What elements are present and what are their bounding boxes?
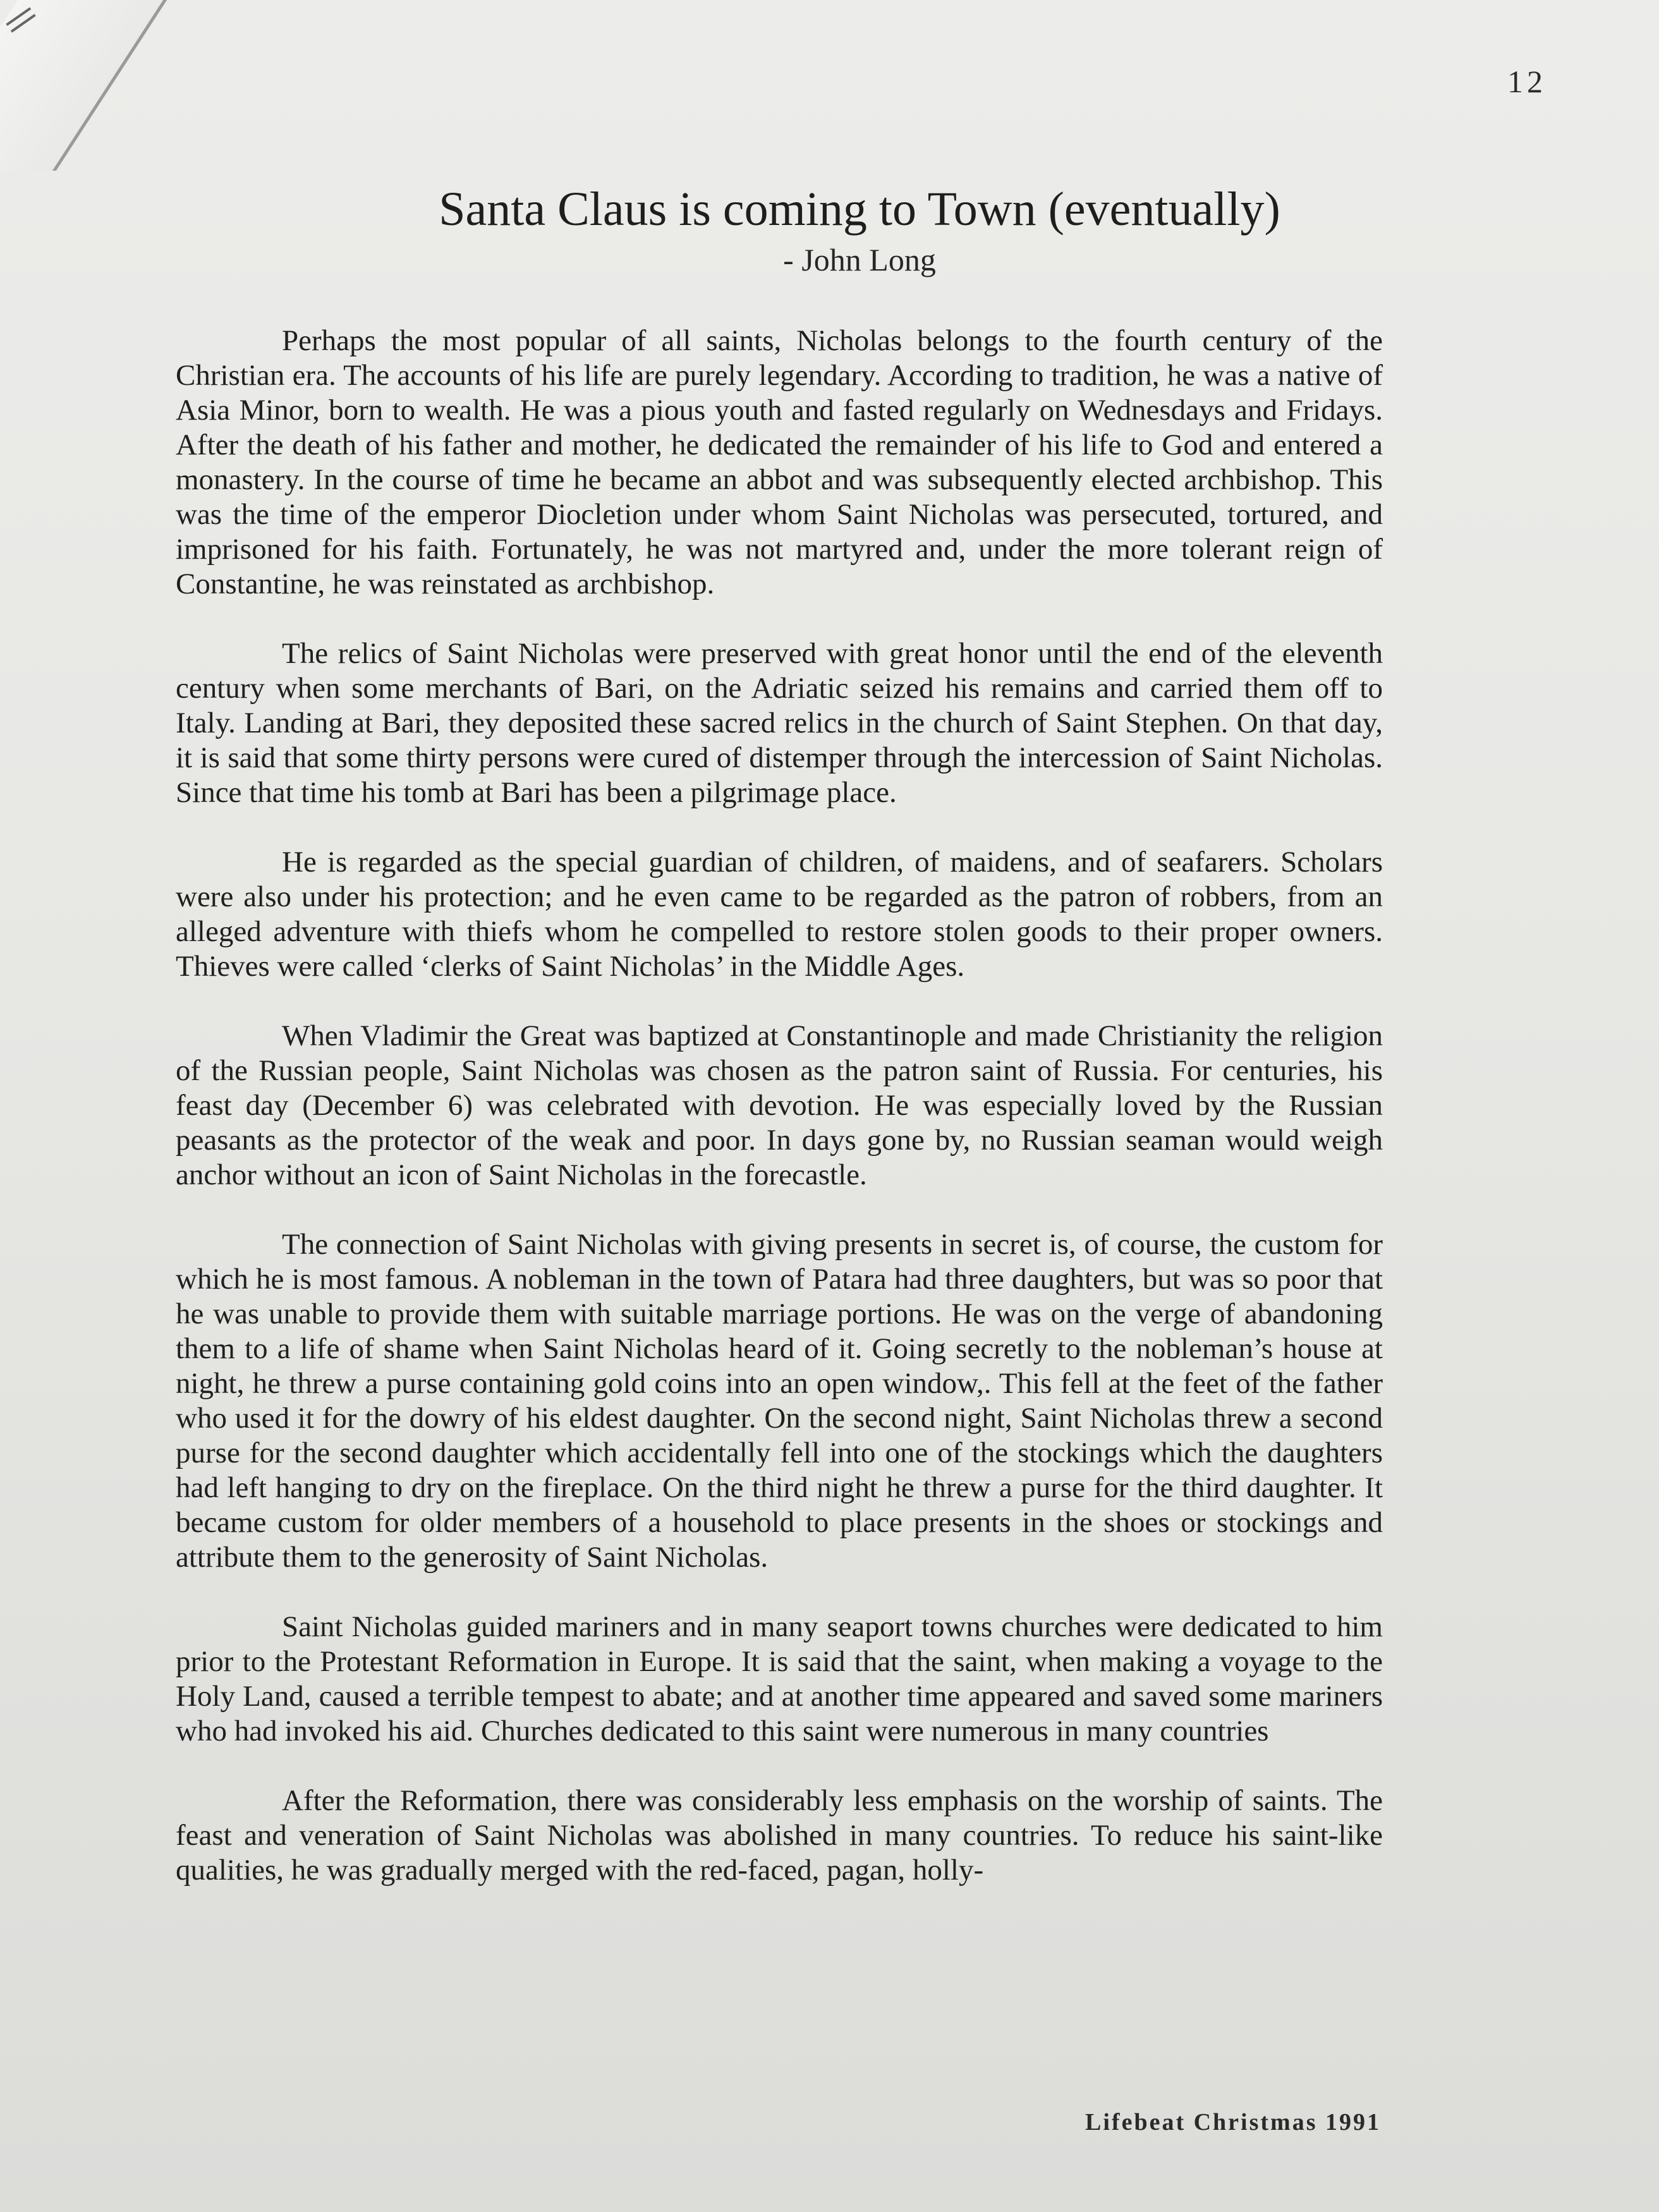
paragraph-1: Perhaps the most popular of all saints, Nicholas belongs to the fourth century of the Christian era. The accounts of his life are purely legendary. According to tradition, he was a native of Asia Minor, born to wealth. He was a pious youth and fasted regularly on Wednesdays and Fridays. After the death of his father and mother, he dedicated the remainder of his life to God and entered a monastery. In the course of time he became an abbot and was subsequently elected archbishop. This was the time of the emperor Diocletion under whom Saint Nicholas was persecuted, tortured, and imprisoned for his faith. Fortunately, he was not martyred and, under the more tolerant reign of Constantine, he was reinstated as archbishop.	[176, 324, 1383, 600]
paragraph-5: The connection of Saint Nicholas with giving presents in secret is, of course, the custom for which he is most famous. A nobleman in the town of Patara had three daughters, but was so poor that he was unable to provide them with suitable marriage portions. He was on the verge of abandoning them to a life of shame when Saint Nicholas heard of it. Going secretly to the nobleman’s house at night, he threw a purse containing gold coins into an open window,. This fell at the feet of the father who used it for the dowry of his eldest daughter. On the second night, Saint Nicholas threw a second purse for the second daughter which accidentally fell into one of the stockings which the daughters had left hanging to dry on the fireplace. On the third night he threw a purse for the third daughter. It became custom for older members of a household to place presents in the shoes or stockings and attribute them to the generosity of Saint Nicholas.	[176, 1228, 1383, 1574]
paragraph-6: Saint Nicholas guided mariners and in many seaport towns churches were dedicated to him prior to the Protestant Reformation in Europe. It is said that the saint, when making a voyage to the Holy Land, caused a terrible tempest to abate; and at another time appeared and saved some mariners who had invoked his aid. Churches dedicated to this saint were numerous in many countries	[176, 1610, 1383, 1747]
article-title: Santa Claus is coming to Town (eventually)	[439, 183, 1280, 236]
article-body	[176, 324, 1383, 1923]
publication-footer: Lifebeat Christmas 1991	[1085, 2109, 1381, 2136]
paragraph-4: When Vladimir the Great was baptized at Constantinople and made Christianity the religion of the Russian people, Saint Nicholas was chosen as the patron saint of Russia. For centuries, his feast day (December 6) was celebrated with devotion. He was especially loved by the Russian peasants as the protector of the weak and poor. In days gone by, no Russian seaman would weigh anchor without an icon of Saint Nicholas in the forecastle.	[176, 1019, 1383, 1191]
paragraph-7: After the Reformation, there was considerably less emphasis on the worship of saints. The feast and veneration of Saint Nicholas was abolished in many countries. To reduce his saint-like qualities, he was gradually merged with the red-faced, pagan, holly-	[176, 1784, 1383, 1887]
article-author: - John Long	[783, 242, 936, 277]
page-number: 12	[1507, 64, 1547, 99]
paragraph-3: He is regarded as the special guardian of children, of maidens, and of seafarers. Scholars were also under his protection; and he even came to be regarded as the patron of robbers, from an alleged adventure with thiefs whom he compelled to restore stolen goods to their proper owners. Thieves were called ‘clerks of Saint Nicholas’ in the Middle Ages.	[176, 846, 1383, 983]
paragraph-2: The relics of Saint Nicholas were preserved with great honor until the end of the eleventh century when some merchants of Bari, on the Adriatic seized his remains and carried them off to Italy. Landing at Bari, they deposited these sacred relics in the church of Saint Stephen. On that day, it is said that some thirty persons were cured of distemper through the intercession of Saint Nicholas. Since that time his tomb at Bari has been a pilgrimage place.	[176, 637, 1383, 809]
